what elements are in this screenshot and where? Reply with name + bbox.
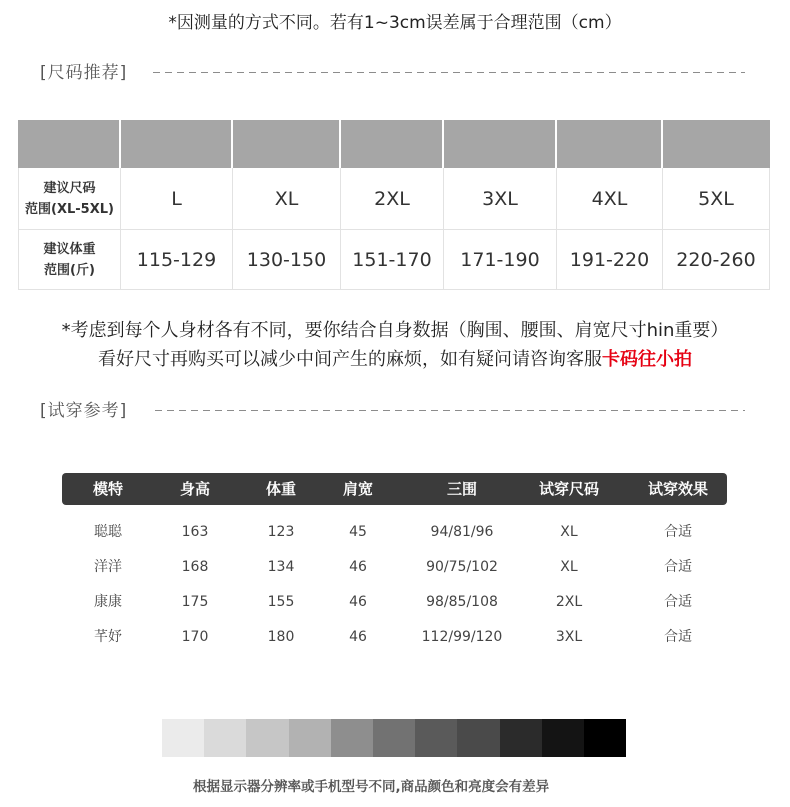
size-cell: 2XL [341,168,444,230]
size-table-header-row [18,120,770,168]
section-divider [153,72,745,73]
size-table-header-cell [444,120,557,168]
size-recommend-table [18,120,770,290]
size-table-row-weight [18,230,770,290]
gray-swatch [584,719,626,757]
column-header-weight: 体重 [265,480,296,498]
tryon-table-header [0,473,790,505]
gray-swatch [289,719,331,757]
height-value: 175 [181,594,209,610]
tryon-row [0,549,790,585]
measurements-value: 98/85/108 [426,594,498,610]
tryon-fit-value: 合适 [664,594,692,610]
row-label [18,230,121,290]
tryon-size-value: XL [560,524,578,540]
column-header-tryon-fit: 试穿效果 [647,480,708,498]
measurements-value: 94/81/96 [430,524,494,540]
model-name: 洋洋 [94,559,122,575]
measurements-value: 90/75/102 [426,559,498,575]
gray-swatch [500,719,542,757]
size-table-header-cell [18,120,121,168]
tryon-fit-value: 合适 [664,559,692,575]
tryon-fit-value: 合适 [664,524,692,540]
advice-line1: *考虑到每个人身材各有不同，要你结合自身数据（胸围、腰围、肩宽尺寸hin重要） [61,320,729,341]
weight-value: 123 [267,524,295,540]
column-header-height: 身高 [179,480,210,498]
gray-swatch [204,719,246,757]
size-table-header-cell [121,120,233,168]
tryon-size-value: 2XL [555,594,583,610]
tryon-row [0,514,790,550]
color-disclaimer: 根据显示器分辨率或手机型号不同,商品颜色和亮度会有差异 [193,779,550,795]
height-value: 170 [181,629,209,645]
tryon-row [0,584,790,620]
gray-swatch [415,719,457,757]
gray-swatch [246,719,288,757]
weight-value: 155 [267,594,295,610]
tryon-fit-value: 合适 [664,629,692,645]
tryon-size-value: 3XL [555,629,583,645]
weight-cell: 220-260 [663,230,770,290]
row-label-line2: 范围(XL-5XL) [25,201,114,217]
size-table-header-cell [557,120,663,168]
size-cell: 3XL [444,168,557,230]
weight-cell: 171-190 [444,230,557,290]
tryon-reference-title: [试穿参考] [40,401,128,421]
tryon-row [0,619,790,655]
weight-value: 134 [267,559,295,575]
size-table-row-size [18,168,770,230]
model-name: 聪聪 [94,524,122,540]
weight-value: 180 [267,629,295,645]
size-table-header-cell [233,120,341,168]
gray-swatch [331,719,373,757]
column-header-tryon-size: 试穿尺码 [538,480,599,498]
measurement-notice: *因测量的方式不同。若有1~3cm误差属于合理范围（cm） [168,13,622,33]
advice-highlight: 卡码往小拍 [602,349,692,370]
shoulder-value: 46 [349,629,367,645]
section-divider [155,410,745,411]
gray-swatch [457,719,499,757]
gray-swatch [373,719,415,757]
size-recommend-title: [尺码推荐] [40,63,128,83]
measurements-value: 112/99/120 [421,629,503,645]
row-label-line1: 建议体重 [43,241,96,257]
size-table-header-cell [341,120,444,168]
column-header-model: 模特 [92,480,123,498]
weight-cell: 151-170 [341,230,444,290]
height-value: 168 [181,559,209,575]
tryon-size-value: XL [560,559,578,575]
shoulder-value: 46 [349,559,367,575]
weight-cell: 191-220 [557,230,663,290]
height-value: 163 [181,524,209,540]
row-label-line1: 建议尺码 [43,180,96,196]
model-name: 芊妤 [94,629,122,645]
model-name: 康康 [94,594,122,610]
column-header-shoulder: 肩宽 [342,480,373,498]
gray-swatch [162,719,204,757]
gray-swatch [542,719,584,757]
weight-cell: 130-150 [233,230,341,290]
size-table-header-cell [663,120,770,168]
shoulder-value: 46 [349,594,367,610]
shoulder-value: 45 [349,524,367,540]
advice-line2-text: 看好尺寸再购买可以减少中间产生的麻烦，如有疑问请咨询客服 [98,349,602,370]
size-cell: L [121,168,233,230]
size-cell: 5XL [663,168,770,230]
weight-cell: 115-129 [121,230,233,290]
column-header-measurements: 三围 [446,480,477,498]
advice-line2 [0,348,790,372]
size-cell: XL [233,168,341,230]
grayscale-strip [162,719,626,757]
size-cell: 4XL [557,168,663,230]
row-label [18,168,121,230]
row-label-line2: 范围(斤) [44,262,95,278]
